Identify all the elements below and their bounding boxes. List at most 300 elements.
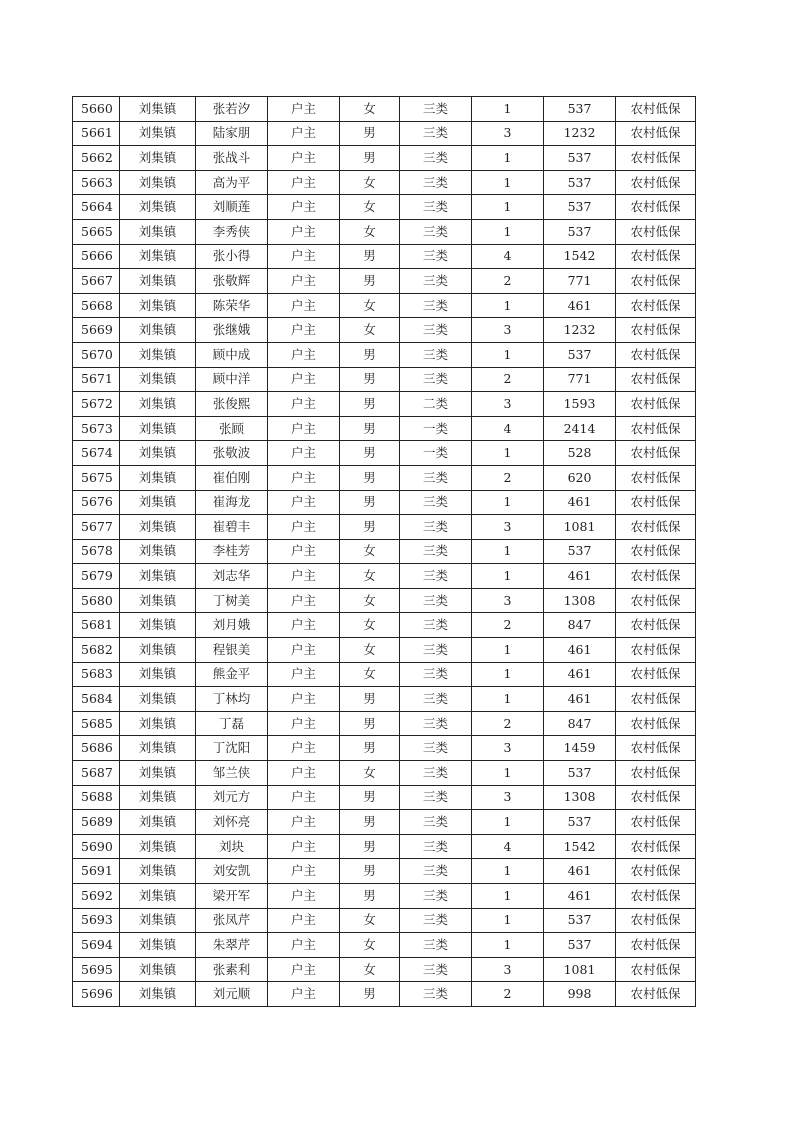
cell-relation: 户主 bbox=[268, 761, 340, 786]
table-row bbox=[73, 539, 696, 564]
cell-household-members: 1 bbox=[472, 539, 544, 564]
cell-relation: 户主 bbox=[268, 490, 340, 515]
cell-serial-number: 5682 bbox=[73, 638, 120, 663]
cell-relation: 户主 bbox=[268, 982, 340, 1007]
cell-gender: 男 bbox=[340, 982, 400, 1007]
cell-subsidy-type: 农村低保 bbox=[616, 539, 696, 564]
cell-gender: 女 bbox=[340, 957, 400, 982]
cell-person-name: 邹兰侠 bbox=[196, 761, 268, 786]
cell-subsidy-type: 农村低保 bbox=[616, 810, 696, 835]
cell-serial-number: 5673 bbox=[73, 416, 120, 441]
cell-serial-number: 5674 bbox=[73, 441, 120, 466]
cell-amount: 461 bbox=[544, 638, 616, 663]
cell-gender: 女 bbox=[340, 662, 400, 687]
cell-amount: 537 bbox=[544, 219, 616, 244]
cell-town: 刘集镇 bbox=[120, 318, 196, 343]
cell-category: 三类 bbox=[400, 515, 472, 540]
cell-category: 一类 bbox=[400, 416, 472, 441]
table-row bbox=[73, 810, 696, 835]
cell-category: 三类 bbox=[400, 244, 472, 269]
cell-household-members: 2 bbox=[472, 465, 544, 490]
cell-household-members: 1 bbox=[472, 146, 544, 171]
cell-relation: 户主 bbox=[268, 244, 340, 269]
table-row bbox=[73, 736, 696, 761]
cell-gender: 女 bbox=[340, 908, 400, 933]
cell-category: 三类 bbox=[400, 810, 472, 835]
cell-person-name: 刘元方 bbox=[196, 785, 268, 810]
cell-serial-number: 5683 bbox=[73, 662, 120, 687]
cell-subsidy-type: 农村低保 bbox=[616, 97, 696, 122]
cell-subsidy-type: 农村低保 bbox=[616, 638, 696, 663]
cell-amount: 537 bbox=[544, 342, 616, 367]
table-row bbox=[73, 908, 696, 933]
cell-amount: 537 bbox=[544, 933, 616, 958]
cell-subsidy-type: 农村低保 bbox=[616, 613, 696, 638]
cell-serial-number: 5684 bbox=[73, 687, 120, 712]
table-row bbox=[73, 515, 696, 540]
table-row bbox=[73, 121, 696, 146]
cell-gender: 女 bbox=[340, 539, 400, 564]
cell-serial-number: 5669 bbox=[73, 318, 120, 343]
cell-amount: 1542 bbox=[544, 244, 616, 269]
cell-town: 刘集镇 bbox=[120, 97, 196, 122]
cell-person-name: 高为平 bbox=[196, 170, 268, 195]
cell-person-name: 丁磊 bbox=[196, 711, 268, 736]
cell-town: 刘集镇 bbox=[120, 859, 196, 884]
cell-serial-number: 5691 bbox=[73, 859, 120, 884]
cell-person-name: 崔海龙 bbox=[196, 490, 268, 515]
cell-category: 三类 bbox=[400, 318, 472, 343]
cell-subsidy-type: 农村低保 bbox=[616, 219, 696, 244]
cell-gender: 男 bbox=[340, 465, 400, 490]
cell-person-name: 崔碧丰 bbox=[196, 515, 268, 540]
cell-subsidy-type: 农村低保 bbox=[616, 269, 696, 294]
cell-person-name: 张顾 bbox=[196, 416, 268, 441]
cell-serial-number: 5681 bbox=[73, 613, 120, 638]
cell-relation: 户主 bbox=[268, 416, 340, 441]
cell-person-name: 朱翠芹 bbox=[196, 933, 268, 958]
cell-amount: 528 bbox=[544, 441, 616, 466]
cell-serial-number: 5661 bbox=[73, 121, 120, 146]
cell-gender: 男 bbox=[340, 441, 400, 466]
cell-subsidy-type: 农村低保 bbox=[616, 908, 696, 933]
cell-amount: 461 bbox=[544, 293, 616, 318]
table-body bbox=[73, 97, 696, 1007]
cell-subsidy-type: 农村低保 bbox=[616, 490, 696, 515]
cell-category: 三类 bbox=[400, 662, 472, 687]
cell-serial-number: 5663 bbox=[73, 170, 120, 195]
cell-town: 刘集镇 bbox=[120, 219, 196, 244]
cell-serial-number: 5660 bbox=[73, 97, 120, 122]
table-row bbox=[73, 588, 696, 613]
cell-serial-number: 5676 bbox=[73, 490, 120, 515]
cell-relation: 户主 bbox=[268, 662, 340, 687]
table-row bbox=[73, 613, 696, 638]
cell-amount: 461 bbox=[544, 687, 616, 712]
cell-relation: 户主 bbox=[268, 933, 340, 958]
cell-category: 三类 bbox=[400, 711, 472, 736]
cell-amount: 771 bbox=[544, 367, 616, 392]
cell-subsidy-type: 农村低保 bbox=[616, 293, 696, 318]
cell-amount: 461 bbox=[544, 859, 616, 884]
cell-relation: 户主 bbox=[268, 441, 340, 466]
cell-town: 刘集镇 bbox=[120, 121, 196, 146]
cell-town: 刘集镇 bbox=[120, 342, 196, 367]
cell-subsidy-type: 农村低保 bbox=[616, 441, 696, 466]
cell-gender: 男 bbox=[340, 810, 400, 835]
table-row bbox=[73, 490, 696, 515]
subsidy-roster-table bbox=[72, 96, 696, 1007]
cell-town: 刘集镇 bbox=[120, 638, 196, 663]
cell-person-name: 崔伯刚 bbox=[196, 465, 268, 490]
cell-serial-number: 5690 bbox=[73, 834, 120, 859]
cell-subsidy-type: 农村低保 bbox=[616, 662, 696, 687]
cell-amount: 461 bbox=[544, 564, 616, 589]
cell-serial-number: 5666 bbox=[73, 244, 120, 269]
cell-relation: 户主 bbox=[268, 810, 340, 835]
table-row bbox=[73, 884, 696, 909]
cell-town: 刘集镇 bbox=[120, 982, 196, 1007]
cell-relation: 户主 bbox=[268, 269, 340, 294]
table-row bbox=[73, 834, 696, 859]
cell-category: 三类 bbox=[400, 834, 472, 859]
cell-category: 三类 bbox=[400, 564, 472, 589]
cell-gender: 男 bbox=[340, 834, 400, 859]
cell-subsidy-type: 农村低保 bbox=[616, 318, 696, 343]
cell-household-members: 1 bbox=[472, 195, 544, 220]
cell-relation: 户主 bbox=[268, 908, 340, 933]
cell-town: 刘集镇 bbox=[120, 465, 196, 490]
cell-gender: 女 bbox=[340, 564, 400, 589]
cell-town: 刘集镇 bbox=[120, 170, 196, 195]
cell-subsidy-type: 农村低保 bbox=[616, 170, 696, 195]
cell-town: 刘集镇 bbox=[120, 539, 196, 564]
cell-person-name: 李桂芳 bbox=[196, 539, 268, 564]
cell-subsidy-type: 农村低保 bbox=[616, 687, 696, 712]
cell-household-members: 1 bbox=[472, 884, 544, 909]
cell-town: 刘集镇 bbox=[120, 933, 196, 958]
cell-household-members: 1 bbox=[472, 564, 544, 589]
cell-amount: 1308 bbox=[544, 588, 616, 613]
cell-household-members: 3 bbox=[472, 121, 544, 146]
cell-relation: 户主 bbox=[268, 392, 340, 417]
cell-person-name: 刘怀亮 bbox=[196, 810, 268, 835]
cell-household-members: 3 bbox=[472, 318, 544, 343]
cell-gender: 女 bbox=[340, 219, 400, 244]
cell-person-name: 丁树美 bbox=[196, 588, 268, 613]
cell-amount: 461 bbox=[544, 490, 616, 515]
table-row bbox=[73, 982, 696, 1007]
cell-household-members: 1 bbox=[472, 687, 544, 712]
cell-category: 三类 bbox=[400, 97, 472, 122]
cell-person-name: 陈荣华 bbox=[196, 293, 268, 318]
cell-gender: 女 bbox=[340, 638, 400, 663]
cell-town: 刘集镇 bbox=[120, 761, 196, 786]
cell-household-members: 3 bbox=[472, 515, 544, 540]
table-row bbox=[73, 441, 696, 466]
cell-subsidy-type: 农村低保 bbox=[616, 736, 696, 761]
cell-person-name: 刘顺莲 bbox=[196, 195, 268, 220]
cell-town: 刘集镇 bbox=[120, 662, 196, 687]
cell-amount: 2414 bbox=[544, 416, 616, 441]
cell-town: 刘集镇 bbox=[120, 293, 196, 318]
cell-amount: 537 bbox=[544, 146, 616, 171]
cell-person-name: 丁沈阳 bbox=[196, 736, 268, 761]
cell-gender: 男 bbox=[340, 515, 400, 540]
cell-serial-number: 5677 bbox=[73, 515, 120, 540]
cell-serial-number: 5672 bbox=[73, 392, 120, 417]
table-row bbox=[73, 687, 696, 712]
cell-gender: 男 bbox=[340, 711, 400, 736]
cell-gender: 男 bbox=[340, 785, 400, 810]
cell-household-members: 3 bbox=[472, 588, 544, 613]
cell-household-members: 1 bbox=[472, 490, 544, 515]
cell-gender: 女 bbox=[340, 97, 400, 122]
cell-person-name: 程银美 bbox=[196, 638, 268, 663]
cell-category: 三类 bbox=[400, 785, 472, 810]
cell-town: 刘集镇 bbox=[120, 687, 196, 712]
cell-town: 刘集镇 bbox=[120, 490, 196, 515]
cell-town: 刘集镇 bbox=[120, 515, 196, 540]
cell-person-name: 张战斗 bbox=[196, 146, 268, 171]
cell-gender: 男 bbox=[340, 342, 400, 367]
table-row bbox=[73, 465, 696, 490]
cell-subsidy-type: 农村低保 bbox=[616, 834, 696, 859]
cell-gender: 男 bbox=[340, 367, 400, 392]
table-row bbox=[73, 146, 696, 171]
cell-person-name: 张俊熙 bbox=[196, 392, 268, 417]
cell-category: 三类 bbox=[400, 490, 472, 515]
cell-relation: 户主 bbox=[268, 97, 340, 122]
cell-household-members: 1 bbox=[472, 933, 544, 958]
cell-relation: 户主 bbox=[268, 293, 340, 318]
cell-subsidy-type: 农村低保 bbox=[616, 933, 696, 958]
cell-subsidy-type: 农村低保 bbox=[616, 195, 696, 220]
cell-subsidy-type: 农村低保 bbox=[616, 982, 696, 1007]
cell-household-members: 3 bbox=[472, 736, 544, 761]
cell-category: 三类 bbox=[400, 195, 472, 220]
cell-amount: 847 bbox=[544, 613, 616, 638]
cell-relation: 户主 bbox=[268, 219, 340, 244]
cell-category: 三类 bbox=[400, 638, 472, 663]
cell-subsidy-type: 农村低保 bbox=[616, 392, 696, 417]
cell-household-members: 1 bbox=[472, 342, 544, 367]
cell-person-name: 丁林均 bbox=[196, 687, 268, 712]
table-row bbox=[73, 367, 696, 392]
table-row bbox=[73, 269, 696, 294]
cell-serial-number: 5693 bbox=[73, 908, 120, 933]
cell-town: 刘集镇 bbox=[120, 244, 196, 269]
table-row bbox=[73, 711, 696, 736]
cell-category: 三类 bbox=[400, 908, 472, 933]
cell-category: 三类 bbox=[400, 588, 472, 613]
cell-person-name: 李秀侠 bbox=[196, 219, 268, 244]
cell-category: 三类 bbox=[400, 170, 472, 195]
cell-person-name: 张敬波 bbox=[196, 441, 268, 466]
cell-category: 三类 bbox=[400, 293, 472, 318]
cell-subsidy-type: 农村低保 bbox=[616, 588, 696, 613]
cell-town: 刘集镇 bbox=[120, 834, 196, 859]
table-row bbox=[73, 933, 696, 958]
cell-serial-number: 5662 bbox=[73, 146, 120, 171]
cell-category: 三类 bbox=[400, 146, 472, 171]
cell-relation: 户主 bbox=[268, 859, 340, 884]
cell-household-members: 1 bbox=[472, 761, 544, 786]
cell-person-name: 张继娥 bbox=[196, 318, 268, 343]
cell-household-members: 3 bbox=[472, 785, 544, 810]
cell-serial-number: 5670 bbox=[73, 342, 120, 367]
cell-town: 刘集镇 bbox=[120, 884, 196, 909]
cell-relation: 户主 bbox=[268, 884, 340, 909]
cell-gender: 女 bbox=[340, 318, 400, 343]
cell-serial-number: 5689 bbox=[73, 810, 120, 835]
cell-town: 刘集镇 bbox=[120, 416, 196, 441]
cell-gender: 男 bbox=[340, 490, 400, 515]
cell-category: 三类 bbox=[400, 367, 472, 392]
cell-amount: 998 bbox=[544, 982, 616, 1007]
cell-subsidy-type: 农村低保 bbox=[616, 146, 696, 171]
table-row bbox=[73, 564, 696, 589]
cell-relation: 户主 bbox=[268, 146, 340, 171]
cell-person-name: 刘志华 bbox=[196, 564, 268, 589]
cell-relation: 户主 bbox=[268, 367, 340, 392]
table-row bbox=[73, 244, 696, 269]
cell-relation: 户主 bbox=[268, 834, 340, 859]
table-row bbox=[73, 761, 696, 786]
cell-subsidy-type: 农村低保 bbox=[616, 515, 696, 540]
cell-household-members: 2 bbox=[472, 269, 544, 294]
cell-amount: 1593 bbox=[544, 392, 616, 417]
cell-town: 刘集镇 bbox=[120, 810, 196, 835]
cell-person-name: 梁开军 bbox=[196, 884, 268, 909]
cell-amount: 537 bbox=[544, 810, 616, 835]
cell-person-name: 顾中洋 bbox=[196, 367, 268, 392]
cell-gender: 男 bbox=[340, 269, 400, 294]
cell-town: 刘集镇 bbox=[120, 392, 196, 417]
cell-person-name: 刘安凯 bbox=[196, 859, 268, 884]
cell-household-members: 3 bbox=[472, 392, 544, 417]
cell-town: 刘集镇 bbox=[120, 736, 196, 761]
cell-amount: 1308 bbox=[544, 785, 616, 810]
cell-subsidy-type: 农村低保 bbox=[616, 416, 696, 441]
cell-category: 三类 bbox=[400, 687, 472, 712]
cell-gender: 男 bbox=[340, 416, 400, 441]
cell-household-members: 2 bbox=[472, 367, 544, 392]
cell-relation: 户主 bbox=[268, 687, 340, 712]
cell-amount: 537 bbox=[544, 195, 616, 220]
cell-gender: 女 bbox=[340, 933, 400, 958]
cell-subsidy-type: 农村低保 bbox=[616, 121, 696, 146]
cell-town: 刘集镇 bbox=[120, 957, 196, 982]
cell-serial-number: 5688 bbox=[73, 785, 120, 810]
cell-household-members: 1 bbox=[472, 638, 544, 663]
cell-category: 三类 bbox=[400, 736, 472, 761]
cell-serial-number: 5665 bbox=[73, 219, 120, 244]
cell-relation: 户主 bbox=[268, 613, 340, 638]
cell-category: 三类 bbox=[400, 121, 472, 146]
table-row bbox=[73, 219, 696, 244]
table-row bbox=[73, 318, 696, 343]
cell-category: 三类 bbox=[400, 342, 472, 367]
cell-gender: 男 bbox=[340, 687, 400, 712]
cell-amount: 1081 bbox=[544, 515, 616, 540]
cell-subsidy-type: 农村低保 bbox=[616, 884, 696, 909]
table-row bbox=[73, 785, 696, 810]
cell-amount: 537 bbox=[544, 761, 616, 786]
cell-serial-number: 5664 bbox=[73, 195, 120, 220]
table-row bbox=[73, 859, 696, 884]
table-row bbox=[73, 638, 696, 663]
cell-household-members: 2 bbox=[472, 613, 544, 638]
cell-subsidy-type: 农村低保 bbox=[616, 342, 696, 367]
cell-gender: 女 bbox=[340, 195, 400, 220]
cell-amount: 537 bbox=[544, 539, 616, 564]
table-row bbox=[73, 195, 696, 220]
cell-town: 刘集镇 bbox=[120, 441, 196, 466]
cell-category: 三类 bbox=[400, 465, 472, 490]
cell-gender: 男 bbox=[340, 736, 400, 761]
cell-serial-number: 5675 bbox=[73, 465, 120, 490]
cell-household-members: 1 bbox=[472, 859, 544, 884]
cell-category: 三类 bbox=[400, 957, 472, 982]
cell-relation: 户主 bbox=[268, 785, 340, 810]
cell-serial-number: 5696 bbox=[73, 982, 120, 1007]
cell-category: 一类 bbox=[400, 441, 472, 466]
cell-serial-number: 5671 bbox=[73, 367, 120, 392]
cell-gender: 男 bbox=[340, 146, 400, 171]
cell-relation: 户主 bbox=[268, 465, 340, 490]
cell-serial-number: 5668 bbox=[73, 293, 120, 318]
cell-amount: 620 bbox=[544, 465, 616, 490]
cell-person-name: 张素利 bbox=[196, 957, 268, 982]
cell-household-members: 1 bbox=[472, 170, 544, 195]
cell-relation: 户主 bbox=[268, 638, 340, 663]
cell-town: 刘集镇 bbox=[120, 564, 196, 589]
cell-amount: 461 bbox=[544, 884, 616, 909]
cell-person-name: 张敬辉 bbox=[196, 269, 268, 294]
cell-household-members: 4 bbox=[472, 244, 544, 269]
cell-relation: 户主 bbox=[268, 318, 340, 343]
cell-amount: 537 bbox=[544, 97, 616, 122]
cell-amount: 1459 bbox=[544, 736, 616, 761]
cell-serial-number: 5687 bbox=[73, 761, 120, 786]
cell-serial-number: 5678 bbox=[73, 539, 120, 564]
cell-subsidy-type: 农村低保 bbox=[616, 711, 696, 736]
table-row bbox=[73, 97, 696, 122]
cell-gender: 男 bbox=[340, 884, 400, 909]
table-row bbox=[73, 342, 696, 367]
cell-category: 三类 bbox=[400, 933, 472, 958]
table-row bbox=[73, 293, 696, 318]
cell-gender: 男 bbox=[340, 121, 400, 146]
cell-category: 三类 bbox=[400, 884, 472, 909]
cell-household-members: 3 bbox=[472, 957, 544, 982]
cell-category: 三类 bbox=[400, 613, 472, 638]
cell-person-name: 张小得 bbox=[196, 244, 268, 269]
cell-household-members: 1 bbox=[472, 908, 544, 933]
cell-gender: 男 bbox=[340, 392, 400, 417]
table-row bbox=[73, 392, 696, 417]
cell-household-members: 4 bbox=[472, 834, 544, 859]
cell-household-members: 4 bbox=[472, 416, 544, 441]
cell-serial-number: 5685 bbox=[73, 711, 120, 736]
cell-category: 三类 bbox=[400, 219, 472, 244]
cell-town: 刘集镇 bbox=[120, 195, 196, 220]
cell-person-name: 刘块 bbox=[196, 834, 268, 859]
cell-subsidy-type: 农村低保 bbox=[616, 761, 696, 786]
cell-subsidy-type: 农村低保 bbox=[616, 957, 696, 982]
cell-town: 刘集镇 bbox=[120, 588, 196, 613]
